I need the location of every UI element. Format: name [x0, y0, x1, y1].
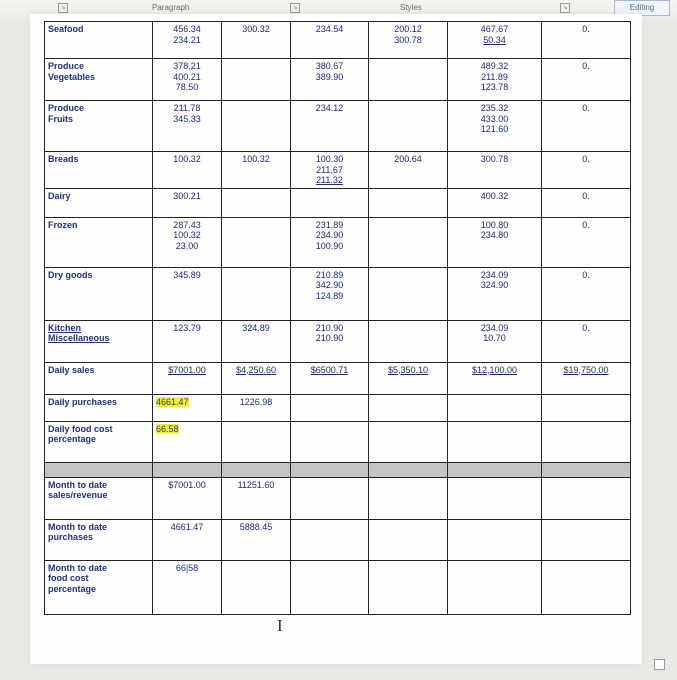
ribbon-group-editing-label: Editing	[629, 3, 655, 12]
value-cell[interactable]	[222, 101, 291, 152]
row-label-text: Month to date	[48, 479, 107, 490]
value-cell[interactable]	[542, 188, 631, 217]
value-cell[interactable]	[448, 519, 542, 560]
value-cell[interactable]	[369, 421, 448, 462]
row-label-cell[interactable]	[45, 188, 153, 217]
value-cell[interactable]	[291, 59, 369, 101]
value-cell[interactable]	[222, 421, 291, 462]
row-label-text: Breads	[48, 154, 79, 164]
value-cell[interactable]	[222, 22, 291, 59]
table-section-separator	[45, 462, 631, 477]
value-cell[interactable]	[291, 560, 369, 614]
value-cell[interactable]	[369, 320, 448, 362]
cell-value: 100.32	[173, 230, 201, 240]
separator-cell	[222, 462, 291, 477]
value-cell[interactable]	[153, 362, 222, 394]
cell-value: 211.67	[316, 164, 343, 175]
cell-value: 300.32	[242, 24, 270, 34]
value-cell[interactable]	[542, 267, 631, 320]
row-label-cell[interactable]	[45, 101, 153, 152]
cell-value: 0.	[582, 219, 590, 230]
cell-value: 324.89	[242, 322, 270, 333]
value-cell[interactable]	[448, 217, 542, 267]
value-cell[interactable]	[291, 421, 369, 462]
value-cell[interactable]	[369, 519, 448, 560]
cell-value: 300.21	[173, 190, 201, 201]
styles-dialog-launcher-icon[interactable]: ↘	[560, 3, 570, 13]
value-cell[interactable]	[222, 217, 291, 267]
row-label-text: purchases	[48, 532, 94, 542]
value-cell[interactable]	[542, 394, 631, 421]
cell-value: 234.90	[315, 230, 344, 240]
cell-value: 210.90	[315, 322, 344, 333]
value-cell[interactable]	[542, 101, 631, 152]
value-cell[interactable]	[291, 152, 369, 189]
separator-cell	[448, 462, 542, 477]
cell-value: 66.58	[156, 423, 179, 434]
value-cell[interactable]	[542, 362, 631, 394]
value-cell[interactable]	[542, 421, 631, 462]
row-label-text: Produce	[48, 61, 85, 71]
cell-value: 1226.98	[239, 396, 273, 407]
row-label-cell[interactable]	[45, 267, 153, 320]
row-label-cell[interactable]	[45, 421, 153, 462]
cell-value: 123.79	[173, 322, 201, 333]
separator-cell	[369, 462, 448, 477]
cell-value: 200.12	[394, 24, 422, 34]
cell-value: $6500.71	[310, 364, 349, 375]
value-cell[interactable]	[448, 101, 542, 152]
cell-value: $19,750.00	[563, 364, 609, 375]
value-cell[interactable]	[153, 217, 222, 267]
row-label-text: food cost	[48, 573, 89, 583]
cell-value: 234.21	[173, 34, 201, 45]
value-cell[interactable]	[369, 560, 448, 614]
cell-value: 234.09	[480, 269, 509, 280]
cell-value: 50.34	[483, 34, 506, 45]
row-label-cell[interactable]	[45, 320, 153, 362]
value-cell[interactable]	[291, 519, 369, 560]
value-cell[interactable]	[542, 519, 631, 560]
row-label-cell[interactable]	[45, 362, 153, 394]
cell-value: 211.78	[173, 103, 201, 113]
value-cell[interactable]	[222, 59, 291, 101]
value-cell[interactable]	[448, 560, 542, 614]
cell-value: 231.89	[315, 219, 344, 230]
value-cell[interactable]	[291, 320, 369, 362]
cell-value: 100.30	[315, 154, 344, 164]
table-row-kitchen-misc	[45, 320, 631, 362]
cell-value: 378.21	[173, 61, 201, 71]
row-label-text: Miscellaneous	[48, 333, 110, 343]
table-row-dairy	[45, 188, 631, 217]
value-cell[interactable]	[222, 362, 291, 394]
cell-value: $7001.00	[168, 364, 206, 375]
value-cell[interactable]	[369, 152, 448, 189]
cell-value: 4661.47	[156, 396, 189, 407]
document-page[interactable]	[30, 14, 642, 664]
cell-value: 121.60	[480, 124, 509, 134]
value-cell[interactable]	[542, 477, 631, 519]
table-row-seafood	[45, 22, 631, 59]
value-cell[interactable]	[153, 421, 222, 462]
cell-value: 389.90	[315, 71, 344, 82]
row-label-text: Month to date	[48, 521, 107, 532]
cell-value: 234.54	[315, 24, 344, 34]
cell-value: 345.89	[173, 269, 201, 280]
value-cell[interactable]	[369, 217, 448, 267]
value-cell[interactable]	[222, 477, 291, 519]
cell-value: 5888.45	[239, 521, 273, 532]
row-label-cell[interactable]	[45, 217, 153, 267]
cell-value: 210.90	[315, 333, 344, 343]
table-row-daily-food-cost-pct	[45, 421, 631, 462]
separator-cell	[153, 462, 222, 477]
value-cell[interactable]	[153, 267, 222, 320]
row-label-cell[interactable]	[45, 477, 153, 519]
cell-value: 100.32	[242, 154, 270, 164]
row-label-text: percentage	[48, 434, 97, 444]
row-label-cell[interactable]	[45, 22, 153, 59]
cell-value: 235.32	[480, 103, 509, 113]
separator-cell	[542, 462, 631, 477]
cell-value: 100.80	[480, 219, 509, 230]
cell-value: 211.32	[316, 175, 343, 185]
value-cell[interactable]	[369, 267, 448, 320]
row-label-cell[interactable]	[45, 394, 153, 421]
row-label-cell[interactable]	[45, 152, 153, 189]
row-label-cell[interactable]	[45, 519, 153, 560]
value-cell[interactable]	[222, 188, 291, 217]
row-label-text: Frozen	[48, 219, 78, 230]
value-cell[interactable]	[153, 519, 222, 560]
value-cell[interactable]	[369, 477, 448, 519]
cell-value: 0.	[582, 24, 590, 34]
cell-value: 0.	[582, 61, 590, 71]
cell-value: $12,100.00	[471, 364, 518, 375]
value-cell[interactable]	[448, 59, 542, 101]
value-cell[interactable]	[291, 217, 369, 267]
value-cell[interactable]	[542, 560, 631, 614]
cell-value: $5,350.10	[387, 364, 429, 375]
cell-value: 287.43	[173, 219, 201, 230]
value-cell[interactable]	[291, 477, 369, 519]
cell-value: 124.89	[315, 290, 344, 301]
row-label-cell[interactable]	[45, 59, 153, 101]
cell-value: 0.	[582, 190, 590, 201]
table-row-mtd-sales	[45, 477, 631, 519]
cell-value: 100.32	[173, 154, 201, 164]
cell-value: 234.12	[315, 103, 344, 113]
cell-value: 78.50	[175, 82, 199, 92]
value-cell[interactable]	[222, 519, 291, 560]
daily-sales-table	[44, 21, 631, 615]
table-row-breads	[45, 152, 631, 189]
table-row-mtd-purchases	[45, 519, 631, 560]
separator-cell	[291, 462, 369, 477]
cell-value: 400.32	[480, 190, 509, 201]
cell-value: 11251.60	[237, 479, 275, 490]
value-cell[interactable]	[153, 101, 222, 152]
cell-value: 100.90	[315, 240, 344, 251]
cell-value: 400.21	[173, 71, 201, 82]
table-row-daily-sales	[45, 362, 631, 394]
cell-value: 0.	[582, 103, 590, 113]
text-cursor-icon: I	[277, 616, 283, 635]
cell-value: 4661.47	[170, 521, 204, 532]
value-cell[interactable]	[369, 362, 448, 394]
value-cell[interactable]	[369, 22, 448, 59]
cell-value: 211.89	[481, 71, 508, 82]
value-cell[interactable]	[153, 152, 222, 189]
value-cell[interactable]	[542, 217, 631, 267]
value-cell[interactable]	[542, 320, 631, 362]
cell-value: 0.	[582, 269, 590, 280]
value-cell[interactable]	[153, 320, 222, 362]
row-label-text: Daily sales	[48, 364, 95, 375]
cell-value: 345.33	[173, 113, 201, 124]
value-cell[interactable]	[291, 101, 369, 152]
table-row-dry-goods	[45, 267, 631, 320]
value-cell[interactable]	[542, 59, 631, 101]
value-cell[interactable]	[448, 320, 542, 362]
table-row-daily-purchases	[45, 394, 631, 421]
value-cell[interactable]	[448, 22, 542, 59]
ribbon-group-styles-label: Styles	[400, 3, 422, 12]
row-label-text: Seafood	[48, 24, 84, 34]
row-label-text: Produce	[48, 103, 85, 113]
table-row-produce-fruits	[45, 101, 631, 152]
cell-value: $4,250.60	[235, 364, 277, 375]
value-cell[interactable]	[291, 362, 369, 394]
value-cell[interactable]	[222, 394, 291, 421]
value-cell[interactable]	[222, 267, 291, 320]
row-label-text: Dry goods	[48, 269, 93, 280]
row-label-text: percentage	[48, 583, 97, 594]
separator-cell	[45, 462, 153, 477]
value-cell[interactable]	[153, 59, 222, 101]
row-label-text: Vegetables	[48, 71, 96, 82]
cell-value: 489.32	[480, 61, 509, 71]
cell-value: 433.00	[480, 113, 509, 124]
value-cell[interactable]	[448, 477, 542, 519]
value-cell[interactable]	[222, 560, 291, 614]
value-cell[interactable]	[448, 394, 542, 421]
value-cell[interactable]	[222, 320, 291, 362]
value-cell[interactable]	[448, 188, 542, 217]
row-label-text: sales/revenue	[48, 490, 108, 500]
value-cell[interactable]	[153, 22, 222, 59]
row-label-text: Fruits	[48, 113, 74, 124]
cell-value: 324.90	[480, 280, 509, 290]
cell-value: 300.78	[394, 34, 422, 45]
value-cell[interactable]	[291, 267, 369, 320]
cell-value: 234.09	[480, 322, 509, 333]
row-label-text: Daily purchases	[48, 396, 118, 407]
value-cell[interactable]	[153, 188, 222, 217]
cell-value: 210.89	[315, 269, 344, 280]
value-cell[interactable]	[291, 188, 369, 217]
cell-value: 467.67	[480, 24, 509, 34]
paragraph-dialog-launcher-icon[interactable]: ↘	[290, 3, 300, 13]
table-row-produce-vegetables	[45, 59, 631, 101]
value-cell[interactable]	[448, 152, 542, 189]
row-label-text: Daily food cost	[48, 423, 113, 434]
cell-value: 0.	[582, 154, 590, 164]
cell-value: 10.70	[483, 333, 506, 343]
cell-value: 200.64	[394, 154, 422, 164]
value-cell[interactable]	[369, 394, 448, 421]
cell-value: 380.67	[315, 61, 344, 71]
row-label-text: Kitchen	[48, 322, 82, 333]
value-cell[interactable]	[222, 152, 291, 189]
cell-value: 456.34	[173, 24, 201, 34]
value-cell[interactable]	[153, 477, 222, 519]
cell-value: 234.80	[480, 230, 509, 240]
cell-value: 66|58	[175, 562, 199, 573]
value-cell[interactable]	[448, 362, 542, 394]
value-cell[interactable]	[542, 152, 631, 189]
value-cell[interactable]	[448, 267, 542, 320]
value-cell[interactable]	[369, 59, 448, 101]
value-cell[interactable]	[153, 560, 222, 614]
cell-value: 23.00	[175, 240, 199, 251]
value-cell[interactable]	[369, 101, 448, 152]
cell-value: $7001.00	[168, 479, 206, 490]
cell-value: 123.78	[480, 82, 509, 92]
row-label-text: Month to date	[48, 562, 107, 573]
font-dialog-launcher-icon[interactable]: ↘	[58, 3, 68, 13]
value-cell[interactable]	[448, 421, 542, 462]
table-row-mtd-food-cost-pct	[45, 560, 631, 614]
value-cell[interactable]	[369, 188, 448, 217]
value-cell[interactable]	[153, 394, 222, 421]
value-cell[interactable]	[291, 22, 369, 59]
row-label-cell[interactable]	[45, 560, 153, 614]
value-cell[interactable]	[291, 394, 369, 421]
row-label-text: Dairy	[48, 190, 71, 201]
cell-value: 300.78	[480, 154, 509, 164]
value-cell[interactable]	[542, 22, 631, 59]
cell-value: 0.	[582, 322, 590, 333]
cell-value: 342.90	[315, 280, 344, 290]
ribbon-group-paragraph-label: Paragraph	[152, 3, 190, 12]
table-resize-handle[interactable]	[654, 659, 665, 670]
table-row-frozen	[45, 217, 631, 267]
